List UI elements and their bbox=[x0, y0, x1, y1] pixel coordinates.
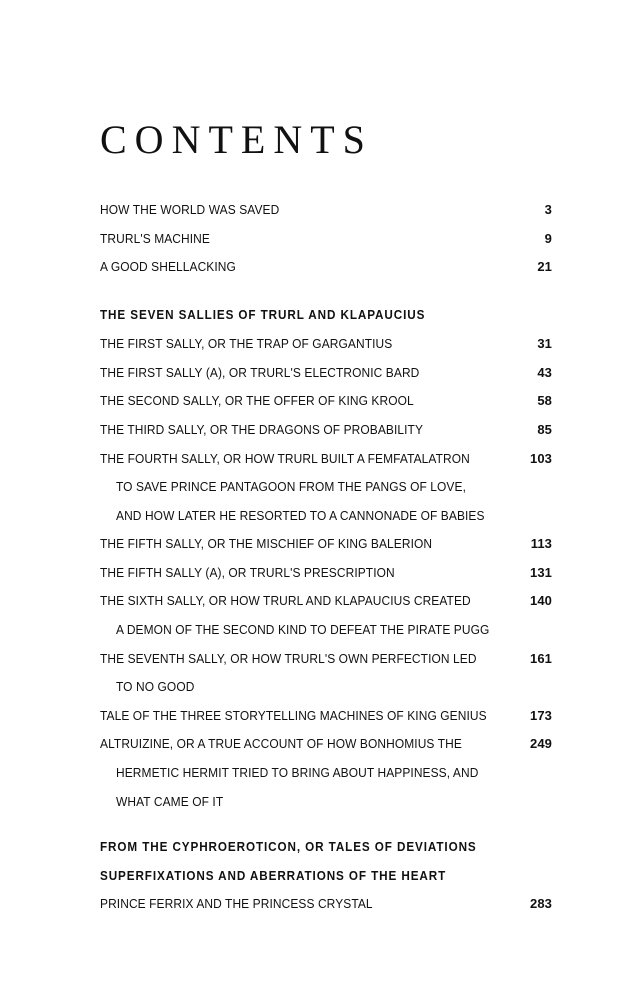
toc-section-title: SUPERFIXATIONS AND ABERRATIONS OF THE HEART bbox=[100, 868, 447, 883]
toc-entry-title: THE THIRD SALLY, OR THE DRAGONS OF PROBABILITY bbox=[100, 422, 424, 437]
toc-entry-title: TALE OF THE THREE STORYTELLING MACHINES OF KING GENIUS bbox=[100, 708, 487, 723]
toc-section-title: THE SEVEN SALLIES OF TRURL AND KLAPAUCIUS bbox=[100, 307, 426, 322]
toc-entry-title: TRURL'S MACHINE bbox=[100, 231, 210, 246]
toc-section-title: FROM THE CYPHROEROTICON, OR TALES OF DEVIATIONS bbox=[100, 839, 477, 854]
toc-entry-page: 85 bbox=[537, 422, 552, 437]
toc-entry-page: 249 bbox=[530, 736, 552, 751]
toc-entry-page: 161 bbox=[530, 651, 552, 666]
toc-entry-title: THE SIXTH SALLY, OR HOW TRURL AND KLAPAUCIUS CREATED bbox=[100, 593, 471, 608]
toc-entry-title: A GOOD SHELLACKING bbox=[100, 259, 236, 274]
toc-entry-title: THE SECOND SALLY, OR THE OFFER OF KING KROOL bbox=[100, 393, 414, 408]
toc-entry-page: 131 bbox=[530, 565, 552, 580]
toc-entry-title: WHAT CAME OF IT bbox=[116, 794, 224, 809]
toc-entry-title: THE FIRST SALLY (A), OR TRURL'S ELECTRONIC BARD bbox=[100, 365, 420, 380]
toc-entry-title: PRINCE FERRIX AND THE PRINCESS CRYSTAL bbox=[100, 896, 373, 911]
toc-entry-title: THE FIFTH SALLY (A), OR TRURL'S PRESCRIPTION bbox=[100, 565, 395, 580]
toc-entry-page: 113 bbox=[530, 536, 552, 551]
toc-entry-page: 103 bbox=[530, 451, 552, 466]
toc-entry-title: HOW THE WORLD WAS SAVED bbox=[100, 202, 280, 217]
toc-entry-page: 21 bbox=[537, 259, 552, 274]
toc-entry-page: 31 bbox=[537, 336, 552, 351]
toc-entry-page: 140 bbox=[530, 593, 552, 608]
toc-entry-page: 58 bbox=[537, 393, 552, 408]
toc-entry-page: 3 bbox=[544, 202, 552, 217]
toc-entry-page: 9 bbox=[544, 231, 552, 246]
page-title: CONTENTS bbox=[100, 117, 373, 162]
toc-entry-title: THE SEVENTH SALLY, OR HOW TRURL'S OWN PERFECTION LED bbox=[100, 651, 477, 666]
toc-entry-title: THE FIFTH SALLY, OR THE MISCHIEF OF KING BALERION bbox=[100, 536, 433, 551]
toc-entry-title: THE FIRST SALLY, OR THE TRAP OF GARGANTIUS bbox=[100, 336, 393, 351]
toc-entry-title: TO NO GOOD bbox=[116, 679, 195, 694]
toc-entry-title: TO SAVE PRINCE PANTAGOON FROM THE PANGS OF LOVE, bbox=[116, 479, 466, 494]
toc-entry-title: AND HOW LATER HE RESORTED TO A CANNONADE OF BABIES bbox=[116, 508, 485, 523]
toc-entry-page: 173 bbox=[530, 708, 552, 723]
toc-entry-page: 283 bbox=[530, 896, 552, 911]
toc-entry-title: HERMETIC HERMIT TRIED TO BRING ABOUT HAPPINESS, AND bbox=[116, 765, 479, 780]
toc-entry-title: ALTRUIZINE, OR A TRUE ACCOUNT OF HOW BONHOMIUS THE bbox=[100, 736, 462, 751]
toc-entry-title: THE FOURTH SALLY, OR HOW TRURL BUILT A FEMFATALATRON bbox=[100, 451, 470, 466]
toc-entry-page: 43 bbox=[537, 365, 552, 380]
toc-entry-title: A DEMON OF THE SECOND KIND TO DEFEAT THE PIRATE PUGG bbox=[116, 622, 490, 637]
